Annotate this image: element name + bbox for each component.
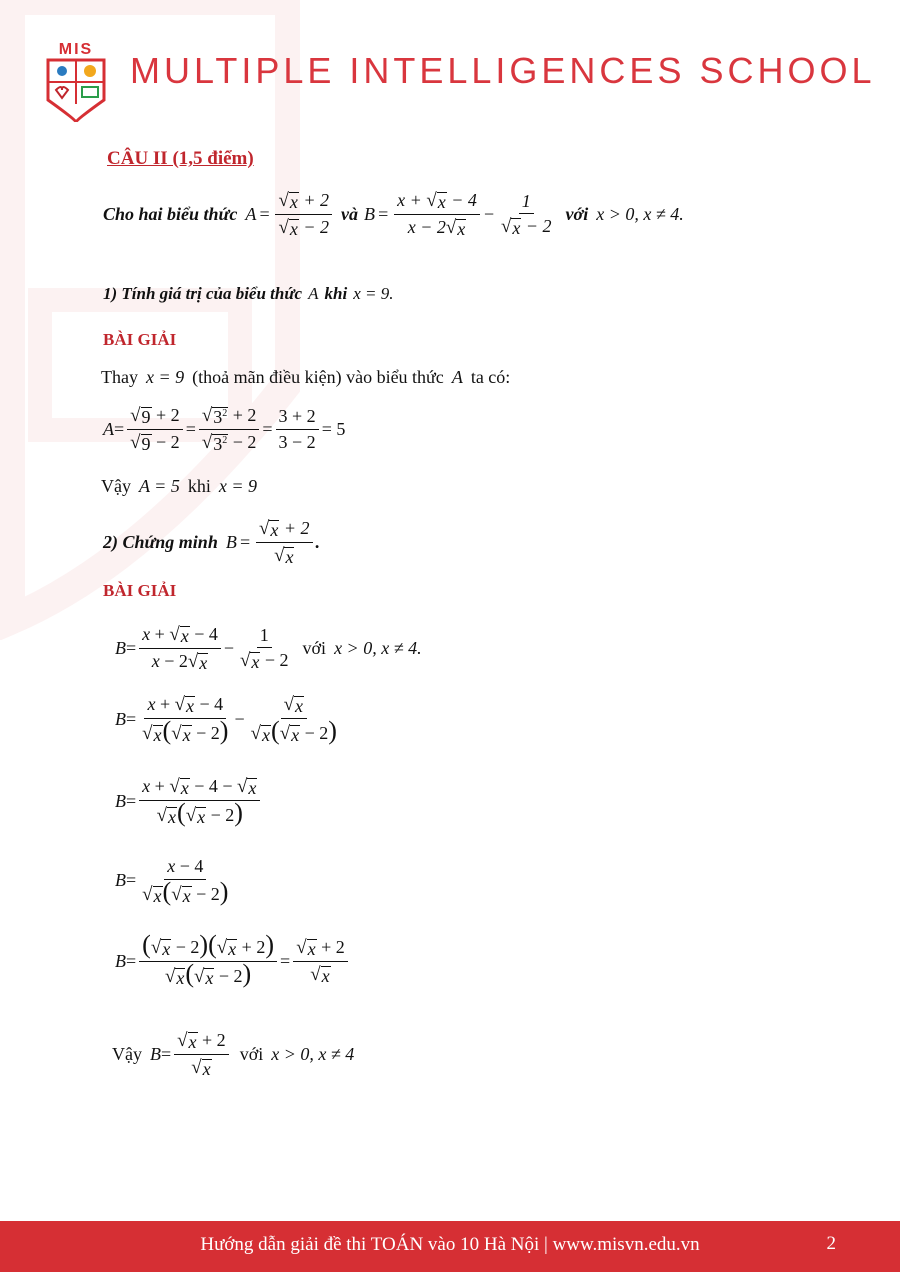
part2-condition: x > 0, x ≠ 4. — [334, 637, 422, 658]
problem-statement: Cho hai biểu thức A = √ x + 2 √ x − 2 và B = x + √ x − 4 x − 2 √ x − 1 √ x − 2 với x > 0, x ≠ 4. — [103, 190, 684, 239]
part1-conclusion-prefix: Vậy — [101, 476, 131, 496]
formula-a: √ x + 2 √ x − 2 — [275, 190, 332, 239]
school-logo — [44, 40, 108, 124]
problem-condition-prefix: với — [565, 203, 589, 224]
formula-b: x + √ x − 4 x − 2 √ x — [394, 190, 480, 239]
problem-condition: x > 0, x ≠ 4. — [596, 203, 684, 224]
part2-heading: BÀI GIẢI — [103, 581, 177, 600]
part1-conclusion-value: A = 5 — [139, 476, 180, 496]
part1-question-when: khi — [324, 284, 348, 303]
part1-intro: Thay x = 9 (thoả mãn điều kiện) vào biểu thức A ta có: — [101, 367, 511, 387]
part1-heading: BÀI GIẢI — [103, 330, 177, 349]
part1-question-text: 1) Tính giá trị của biểu thức — [103, 284, 303, 303]
part1-conclusion-when: khi — [187, 476, 211, 496]
part2-conclusion-prefix: Vậy — [112, 1043, 142, 1064]
part2-conclusion-condition: x > 0, x ≠ 4 — [271, 1043, 355, 1064]
school-name: MULTIPLE INTELLIGENCES SCHOOL — [130, 50, 876, 91]
part2-step2: B = x + √ x − 4 √ x ( √ x − 2) − √ x √ x ( √ x − 2) — [115, 694, 337, 745]
part1-intro-rest: (thoả mãn điều kiện) vào biểu thức — [192, 367, 444, 387]
svg-text:MIS: MIS — [58, 41, 94, 58]
page-footer — [0, 1221, 900, 1272]
part2-step1: B = x + √ x − 4 x − 2 √ x − 1 √ x − 2 với x > 0, x ≠ 4. — [115, 624, 422, 673]
part2-question-text: 2) Chứng minh — [103, 531, 218, 552]
section-title: CÂU II (1,5 điểm) — [107, 148, 254, 169]
part2-conclusion: Vậy B = √ x + 2 √ x với x > 0, x ≠ 4 — [112, 1030, 355, 1079]
part1-intro-value: x = 9 — [145, 367, 185, 387]
part2-step5: B = ( √ x − 2)( √ x + 2) √ x ( √ x − 2) = √ x + 2 √ x — [115, 935, 351, 988]
part2-step4: B = x − 4 √ x ( √ x − 2) — [115, 856, 229, 906]
page-number: 2 — [826, 1233, 836, 1254]
problem-lead: Cho hai biểu thức — [103, 203, 238, 224]
part2-question: 2) Chứng minh B = √ x + 2 √ x . — [103, 518, 321, 567]
part1-calculation: A = √ 9 + 2 √ 9 − 2 = √ $3^2$ + 2 √ $3^2$ − 2 = $\frac{3 + 2}{3 - 2}$ = 5 — [103, 405, 346, 454]
part1-conclusion — [101, 476, 257, 497]
part2-conclusion-with: với — [239, 1043, 264, 1064]
part2-condition-prefix: với — [302, 637, 327, 658]
part1-question: 1) Tính giá trị của biểu thức A khi x = 9. — [103, 284, 394, 303]
part1-conclusion-x: x = 9 — [218, 476, 257, 496]
footer-text: Hướng dẫn giải đề thi TOÁN vào 10 Hà Nội | www.misvn.edu.vn — [200, 1234, 700, 1255]
problem-and: và — [341, 203, 359, 224]
part1-intro-text: Thay — [101, 367, 138, 387]
part1-question-value: x = 9. — [353, 284, 394, 303]
part1-intro-end: ta có: — [470, 367, 511, 387]
part2-step3: B = x + √ x − 4 − √ x √ x ( √ x − 2) — [115, 776, 263, 827]
